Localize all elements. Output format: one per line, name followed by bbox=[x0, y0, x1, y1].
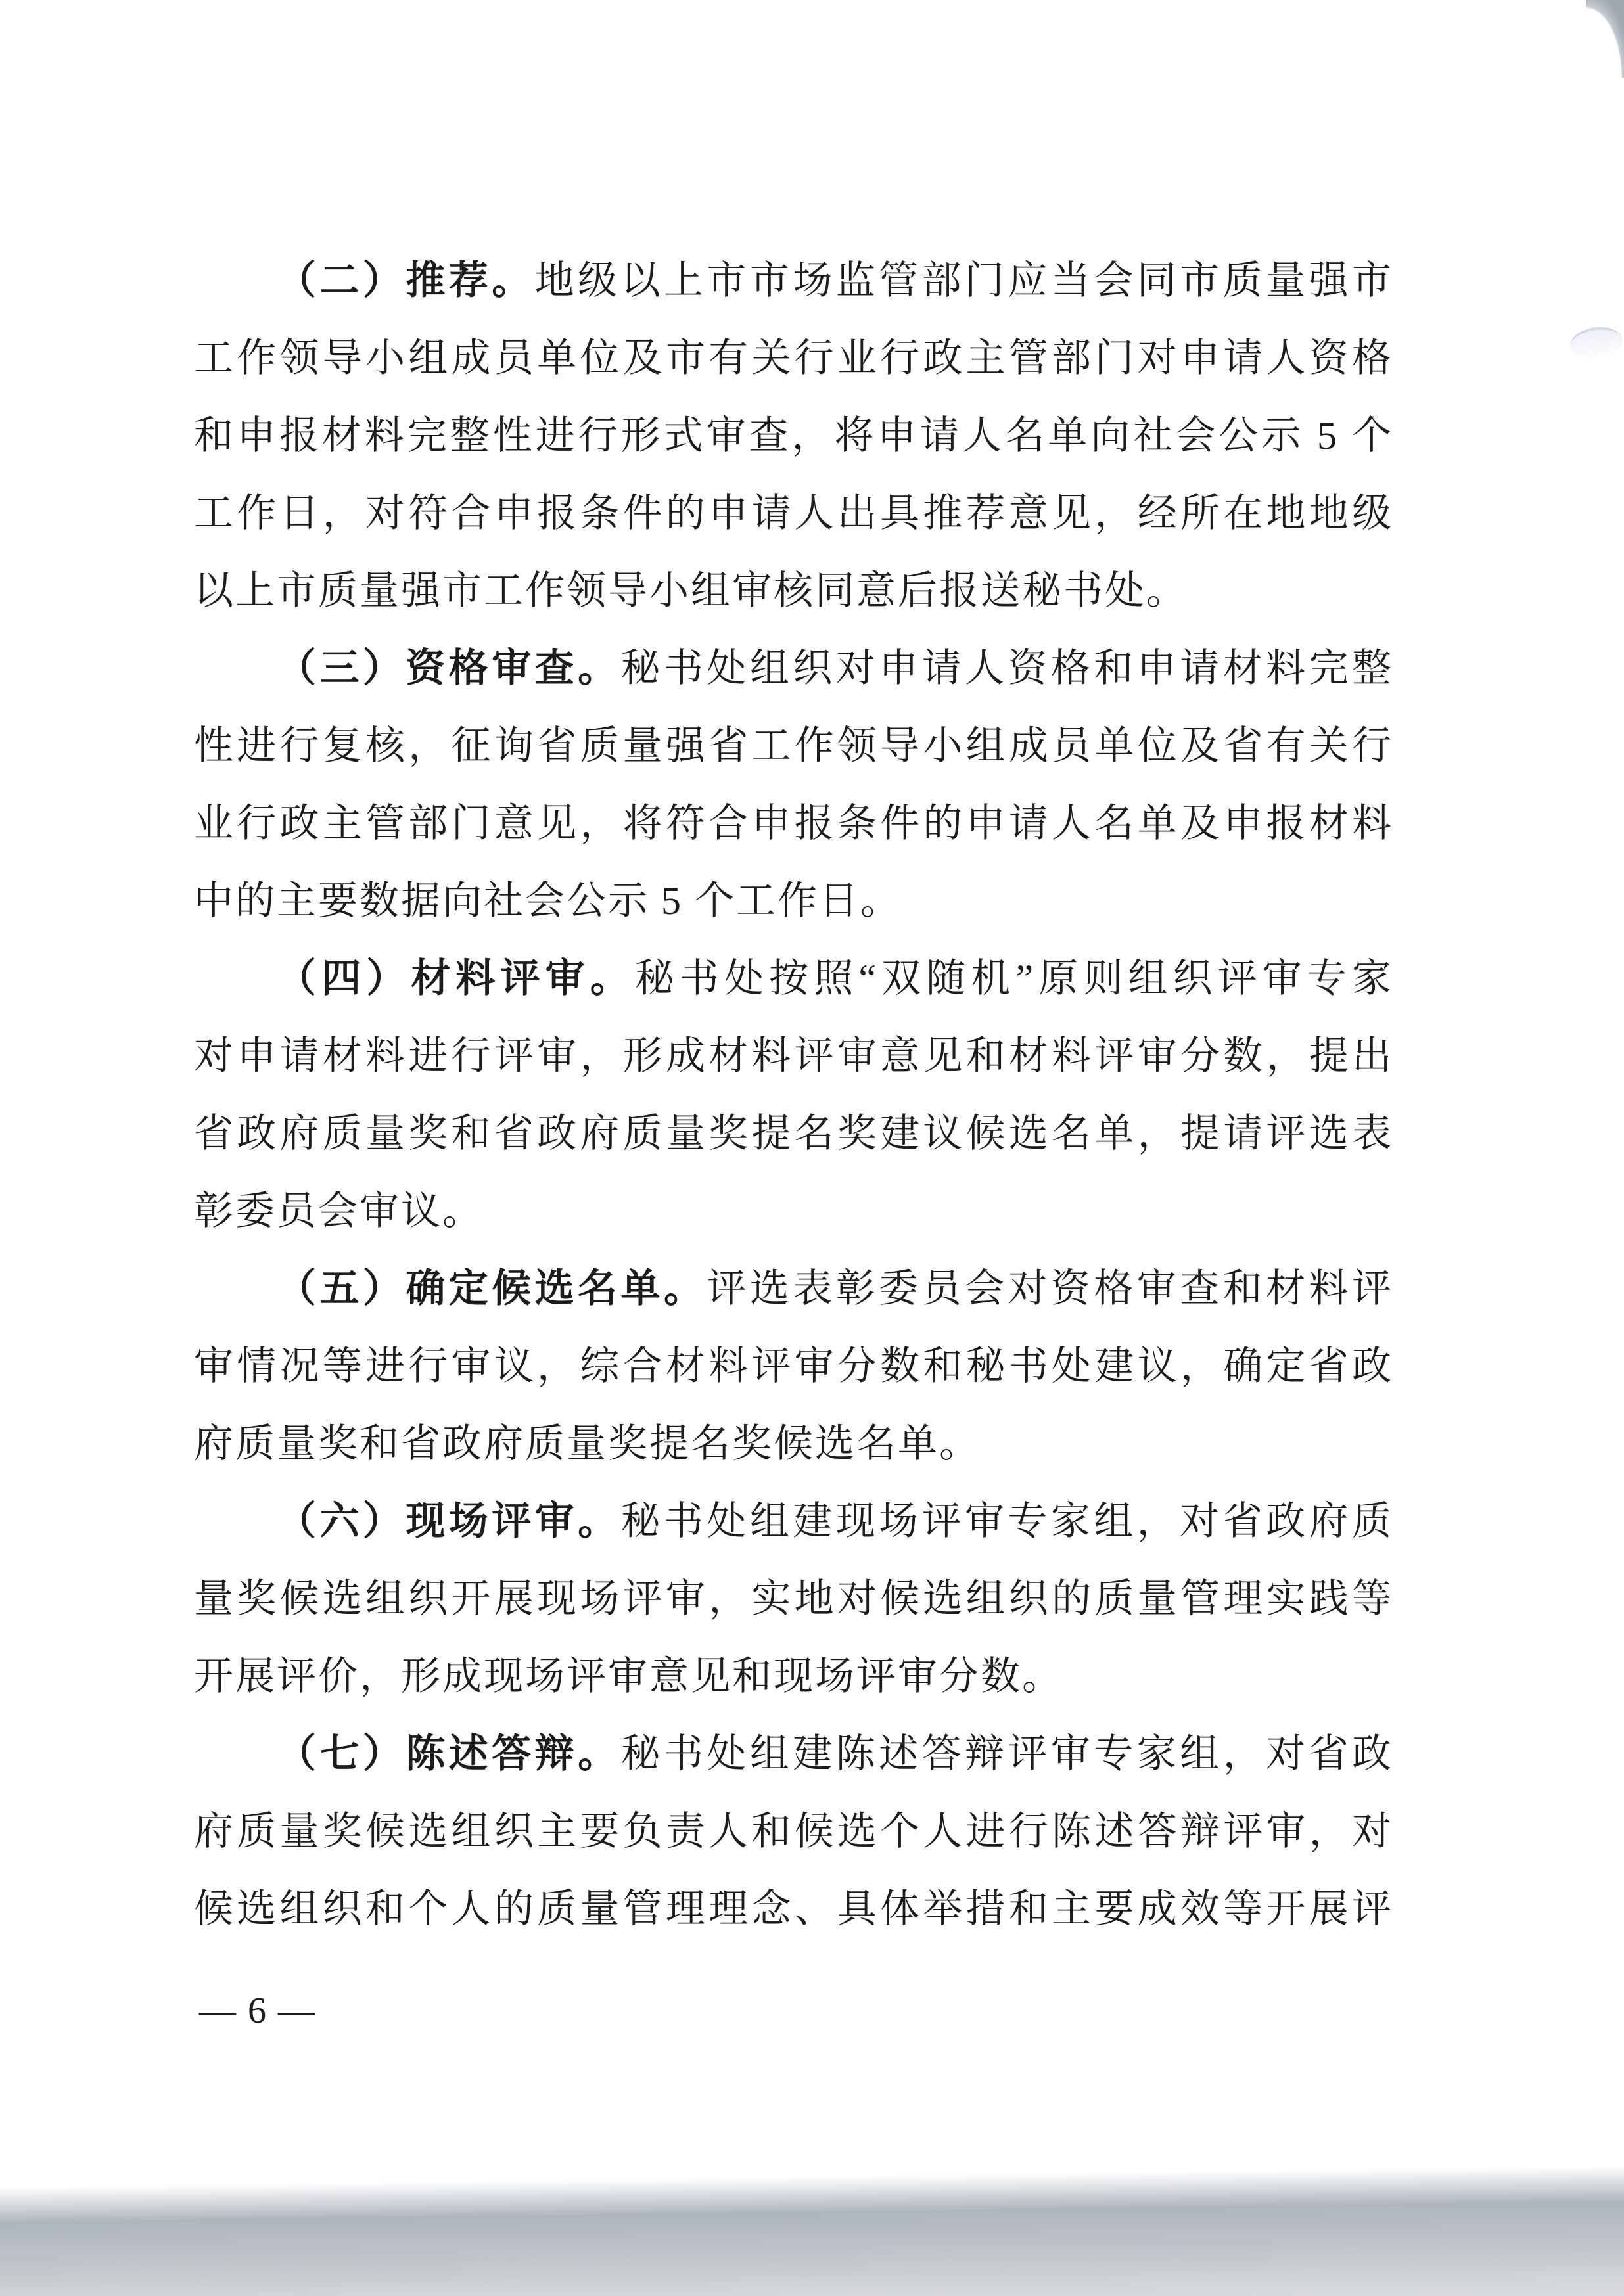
text-line: 工作日，对符合申报条件的申请人出具推荐意见，经所在地地级 bbox=[194, 492, 1393, 535]
paragraph-text: 评选表彰委员会对资格审查和材料评 bbox=[707, 1267, 1394, 1310]
text-line: 开展评价，形成现场评审意见和现场评审分数。 bbox=[194, 1655, 1063, 1698]
scan-edge-shadow bbox=[0, 2166, 1624, 2296]
text-line: 府质量奖候选组织主要负责人和候选个人进行陈述答辩评审，对 bbox=[194, 1810, 1393, 1853]
text-line: 彰委员会审议。 bbox=[194, 1189, 484, 1233]
paragraph-qualification-review bbox=[194, 630, 1393, 940]
paragraph-text: 秘书处组织对申请人资格和申请材料完整 bbox=[620, 647, 1394, 690]
paragraph-statement-defense bbox=[194, 1715, 1393, 1948]
text-line: 以上市质量强市工作领导小组审核同意后报送秘书处。 bbox=[194, 569, 1188, 612]
text-line: 府质量奖和省政府质量奖提名奖候选名单。 bbox=[194, 1422, 981, 1465]
text-line: 审情况等进行审议，综合材料评审分数和秘书处建议，确定省政 bbox=[194, 1344, 1393, 1388]
text-line bbox=[194, 1250, 1393, 1327]
document-body bbox=[194, 242, 1393, 1948]
paragraph-heading: （六）现场评审。 bbox=[277, 1499, 621, 1543]
paragraph-heading: （七）陈述答辩。 bbox=[277, 1732, 621, 1776]
text-line: 省政府质量奖和省政府质量奖提名奖建议候选名单，提请评选表 bbox=[194, 1112, 1393, 1155]
text-line: 性进行复核，征询省质量强省工作领导小组成员单位及省有关行 bbox=[194, 724, 1393, 768]
text-line: 和申报材料完整性进行形式审查，将申请人名单向社会公示 5 个 bbox=[194, 414, 1393, 457]
page-number: — 6 — bbox=[199, 1990, 316, 2031]
paragraph-text: 秘书处组建现场评审专家组，对省政府质 bbox=[620, 1500, 1394, 1543]
paragraph-heading: （二）推荐。 bbox=[277, 258, 535, 302]
text-line: 候选组织和个人的质量管理理念、具体举措和主要成效等开展评 bbox=[194, 1887, 1393, 1931]
paragraph-onsite-review bbox=[194, 1482, 1393, 1715]
text-line: 业行政主管部门意见，将符合申报条件的申请人名单及申报材料 bbox=[194, 802, 1393, 845]
scan-corner-artifact bbox=[1586, 0, 1624, 78]
paragraph-text: 秘书处组建陈述答辩评审专家组，对省政 bbox=[620, 1732, 1394, 1776]
scan-curl-artifact bbox=[1568, 324, 1624, 364]
paragraph-heading: （四）材料评审。 bbox=[277, 956, 635, 1000]
text-line: 中的主要数据向社会公示 5 个工作日。 bbox=[194, 879, 902, 923]
paragraph-candidate-list bbox=[194, 1250, 1393, 1482]
paragraph-material-review bbox=[194, 940, 1393, 1250]
text-line: 对申请材料进行评审，形成材料评审意见和材料评审分数，提出 bbox=[194, 1034, 1393, 1078]
text-line: 量奖候选组织开展现场评审，实地对候选组织的质量管理实践等 bbox=[194, 1577, 1393, 1620]
text-line bbox=[194, 630, 1393, 707]
paragraph-heading: （三）资格审查。 bbox=[277, 646, 621, 690]
text-line bbox=[194, 242, 1393, 319]
paragraph-text: 秘书处按照“双随机”原则组织评审专家 bbox=[634, 957, 1393, 1000]
paragraph-recommendation bbox=[194, 242, 1393, 630]
text-line bbox=[194, 1482, 1393, 1560]
paragraph-text: 地级以上市市场监管部门应当会同市质量强市 bbox=[534, 259, 1393, 302]
paragraph-heading: （五）确定候选名单。 bbox=[277, 1266, 707, 1310]
text-line: 工作领导小组成员单位及市有关行业行政主管部门对申请人资格 bbox=[194, 336, 1393, 380]
text-line bbox=[194, 940, 1393, 1017]
text-line bbox=[194, 1715, 1393, 1793]
